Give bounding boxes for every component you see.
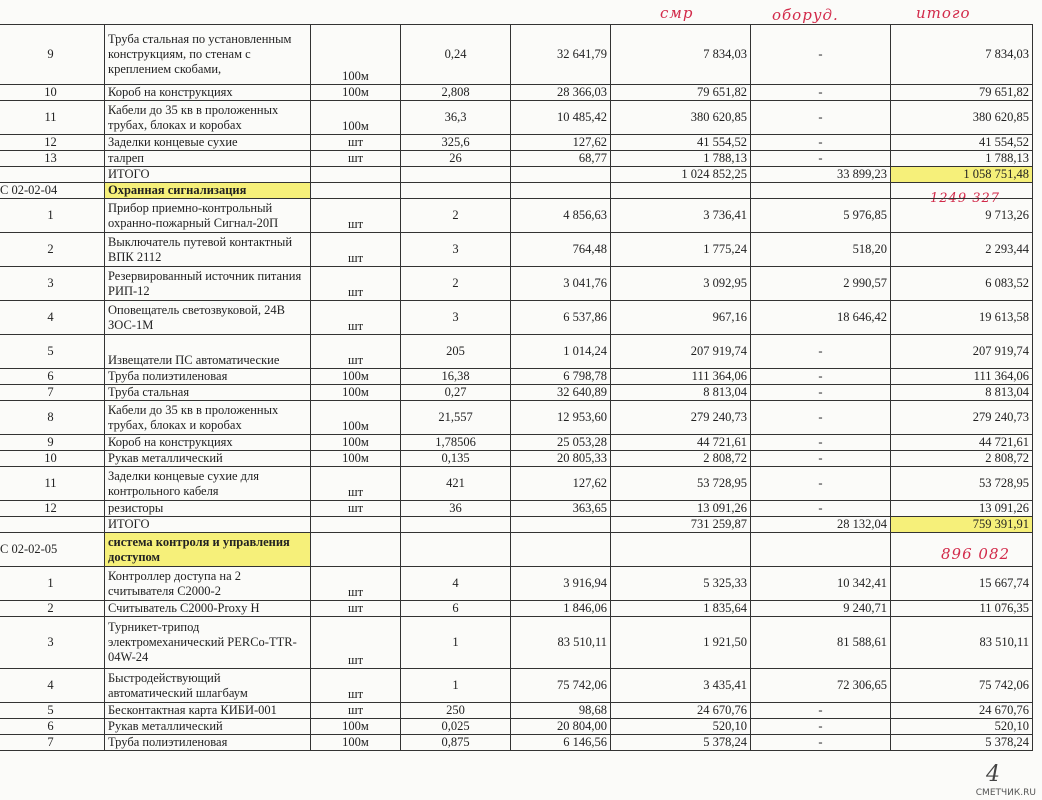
row-number: 9 — [0, 25, 105, 85]
item-name: Выключатель путевой контактный ВПК 2112 — [105, 233, 311, 267]
equipment-cell: 28 132,04 — [751, 517, 891, 533]
table-row — [0, 735, 1033, 751]
unit-cell: шт — [311, 617, 401, 669]
total-cell: 380 620,85 — [891, 101, 1033, 135]
unit-price-cell: 127,62 — [511, 135, 611, 151]
smr-cell: 1 788,13 — [611, 151, 751, 167]
item-name: Бесконтактная карта КИБИ-001 — [105, 703, 311, 719]
quantity-cell: 6 — [401, 601, 511, 617]
table-row — [0, 335, 1033, 369]
quantity-cell: 250 — [401, 703, 511, 719]
unit-cell: шт — [311, 267, 401, 301]
unit-price-cell: 3 041,76 — [511, 267, 611, 301]
unit-cell: 100м — [311, 719, 401, 735]
unit-price-cell: 12 953,60 — [511, 401, 611, 435]
quantity-cell: 3 — [401, 233, 511, 267]
quantity-cell: 1 — [401, 617, 511, 669]
total-cell: 111 364,06 — [891, 369, 1033, 385]
quantity-cell: 26 — [401, 151, 511, 167]
total-cell: 41 554,52 — [891, 135, 1033, 151]
equipment-cell — [751, 533, 891, 567]
unit-price-cell: 32 640,89 — [511, 385, 611, 401]
quantity-cell — [401, 167, 511, 183]
smr-cell: 1 921,50 — [611, 617, 751, 669]
total-cell: 44 721,61 — [891, 435, 1033, 451]
item-name: Труба стальная — [105, 385, 311, 401]
item-name: Резервированный источник питания РИП-12 — [105, 267, 311, 301]
unit-price-cell: 6 798,78 — [511, 369, 611, 385]
table-row — [0, 151, 1033, 167]
total-cell: 53 728,95 — [891, 467, 1033, 501]
smr-cell: 279 240,73 — [611, 401, 751, 435]
equipment-cell: 518,20 — [751, 233, 891, 267]
smr-cell — [611, 183, 751, 199]
smr-cell: 1 024 852,25 — [611, 167, 751, 183]
unit-price-cell: 1 014,24 — [511, 335, 611, 369]
item-name: Контроллер доступа на 2 считывателя С2000-2 — [105, 567, 311, 601]
table-row — [0, 101, 1033, 135]
equipment-cell: - — [751, 401, 891, 435]
smr-cell: 520,10 — [611, 719, 751, 735]
unit-cell — [311, 517, 401, 533]
table-row — [0, 25, 1033, 85]
equipment-cell: 81 588,61 — [751, 617, 891, 669]
smr-cell: 53 728,95 — [611, 467, 751, 501]
equipment-cell: - — [751, 369, 891, 385]
row-number: 12 — [0, 135, 105, 151]
quantity-cell: 0,135 — [401, 451, 511, 467]
smr-cell: 7 834,03 — [611, 25, 751, 85]
unit-price-cell: 6 537,86 — [511, 301, 611, 335]
item-name: Рукав металлический — [105, 451, 311, 467]
table-row — [0, 301, 1033, 335]
unit-price-cell: 127,62 — [511, 467, 611, 501]
total-cell: 207 919,74 — [891, 335, 1033, 369]
handwritten-note-security: 1249 327 — [930, 191, 1001, 206]
row-number: 5 — [0, 335, 105, 369]
quantity-cell: 2 — [401, 199, 511, 233]
row-number: 13 — [0, 151, 105, 167]
table-row — [0, 467, 1033, 501]
quantity-cell: 205 — [401, 335, 511, 369]
item-name: Извещатели ПС автоматические — [105, 335, 311, 369]
row-number: 8 — [0, 401, 105, 435]
row-number: 7 — [0, 385, 105, 401]
smr-cell: 207 919,74 — [611, 335, 751, 369]
unit-cell: шт — [311, 233, 401, 267]
row-number: 4 — [0, 669, 105, 703]
item-name: Короб на конструкциях — [105, 435, 311, 451]
smr-cell: 8 813,04 — [611, 385, 751, 401]
item-name: Короб на конструкциях — [105, 85, 311, 101]
item-name: ИТОГО — [105, 167, 311, 183]
unit-price-cell — [511, 183, 611, 199]
equipment-cell: - — [751, 451, 891, 467]
total-cell: 19 613,58 — [891, 301, 1033, 335]
quantity-cell: 16,38 — [401, 369, 511, 385]
total-cell: 24 670,76 — [891, 703, 1033, 719]
equipment-cell — [751, 183, 891, 199]
page-number: 4 — [986, 762, 1000, 787]
equipment-cell: - — [751, 25, 891, 85]
equipment-cell: 9 240,71 — [751, 601, 891, 617]
quantity-cell: 0,27 — [401, 385, 511, 401]
table-row — [0, 601, 1033, 617]
total-cell: 79 651,82 — [891, 85, 1033, 101]
item-name: ИТОГО — [105, 517, 311, 533]
item-name: резисторы — [105, 501, 311, 517]
total-cell: 6 083,52 — [891, 267, 1033, 301]
item-name: Турникет-трипод электромеханический PERCo-TTR-04W-24 — [105, 617, 311, 669]
equipment-cell: - — [751, 135, 891, 151]
equipment-cell: - — [751, 101, 891, 135]
smr-cell: 3 736,41 — [611, 199, 751, 233]
total-cell: 75 742,06 — [891, 669, 1033, 703]
smr-cell — [611, 533, 751, 567]
unit-cell: шт — [311, 199, 401, 233]
smr-cell: 24 670,76 — [611, 703, 751, 719]
unit-price-cell: 6 146,56 — [511, 735, 611, 751]
unit-price-cell: 20 804,00 — [511, 719, 611, 735]
quantity-cell: 36 — [401, 501, 511, 517]
row-number: 2 — [0, 601, 105, 617]
smr-cell: 380 620,85 — [611, 101, 751, 135]
table-row — [0, 385, 1033, 401]
unit-cell — [311, 183, 401, 199]
table-row — [0, 719, 1033, 735]
total-cell: 7 834,03 — [891, 25, 1033, 85]
unit-cell: 100м — [311, 435, 401, 451]
unit-cell: 100м — [311, 401, 401, 435]
unit-cell: 100м — [311, 385, 401, 401]
quantity-cell: 4 — [401, 567, 511, 601]
smr-cell: 1 835,64 — [611, 601, 751, 617]
smr-cell: 3 092,95 — [611, 267, 751, 301]
item-name: Кабели до 35 кв в проложенных трубах, блоках и коробах — [105, 401, 311, 435]
equipment-cell: - — [751, 467, 891, 501]
row-number: 4 — [0, 301, 105, 335]
item-name: Оповещатель светозвуковой, 24В ЗОС-1М — [105, 301, 311, 335]
unit-cell: шт — [311, 703, 401, 719]
equipment-cell: - — [751, 501, 891, 517]
equipment-cell: 2 990,57 — [751, 267, 891, 301]
section-row — [0, 183, 1033, 199]
total-cell: 13 091,26 — [891, 501, 1033, 517]
item-name: Кабели до 35 кв в проложенных трубах, блоках и коробах — [105, 101, 311, 135]
table-row — [0, 567, 1033, 601]
table-row — [0, 267, 1033, 301]
table-row — [0, 401, 1033, 435]
unit-cell — [311, 533, 401, 567]
unit-cell: шт — [311, 151, 401, 167]
total-cell: 11 076,35 — [891, 601, 1033, 617]
row-number: С 02-02-05 — [0, 533, 105, 567]
equipment-cell: - — [751, 151, 891, 167]
item-name: Прибор приемно-контрольный охранно-пожарный Сигнал-20П — [105, 199, 311, 233]
table-row — [0, 617, 1033, 669]
equipment-cell: 10 342,41 — [751, 567, 891, 601]
unit-price-cell — [511, 533, 611, 567]
quantity-cell: 21,557 — [401, 401, 511, 435]
item-name: Труба полиэтиленовая — [105, 735, 311, 751]
watermark-text: СМЕТЧИК.RU — [975, 788, 1036, 798]
table-row — [0, 369, 1033, 385]
unit-price-cell: 3 916,94 — [511, 567, 611, 601]
unit-cell: шт — [311, 567, 401, 601]
row-number: 3 — [0, 617, 105, 669]
unit-cell: 100м — [311, 451, 401, 467]
smr-cell: 111 364,06 — [611, 369, 751, 385]
smr-cell: 731 259,87 — [611, 517, 751, 533]
row-number: 11 — [0, 467, 105, 501]
equipment-cell: 18 646,42 — [751, 301, 891, 335]
unit-cell: шт — [311, 501, 401, 517]
quantity-cell: 0,24 — [401, 25, 511, 85]
unit-cell: 100м — [311, 735, 401, 751]
row-number: 6 — [0, 719, 105, 735]
quantity-cell: 3 — [401, 301, 511, 335]
total-cell: 5 378,24 — [891, 735, 1033, 751]
item-name: талреп — [105, 151, 311, 167]
quantity-cell: 0,875 — [401, 735, 511, 751]
row-number: 2 — [0, 233, 105, 267]
total-cell: 759 391,91 — [891, 517, 1033, 533]
table-row — [0, 451, 1033, 467]
row-number: 5 — [0, 703, 105, 719]
quantity-cell: 0,025 — [401, 719, 511, 735]
equipment-cell: - — [751, 719, 891, 735]
item-name: Заделки концевые сухие — [105, 135, 311, 151]
total-cell: 2 808,72 — [891, 451, 1033, 467]
table-row — [0, 85, 1033, 101]
table-row — [0, 703, 1033, 719]
section-row — [0, 533, 1033, 567]
total-cell: 520,10 — [891, 719, 1033, 735]
total-cell: 8 813,04 — [891, 385, 1033, 401]
unit-price-cell: 98,68 — [511, 703, 611, 719]
row-number: 1 — [0, 199, 105, 233]
row-number: 10 — [0, 451, 105, 467]
estimate-rows — [0, 25, 1033, 751]
handwritten-total-header: итого — [916, 4, 971, 22]
row-number: 6 — [0, 369, 105, 385]
quantity-cell: 2 — [401, 267, 511, 301]
equipment-cell: 33 899,23 — [751, 167, 891, 183]
unit-price-cell: 25 053,28 — [511, 435, 611, 451]
quantity-cell: 2,808 — [401, 85, 511, 101]
row-number: 11 — [0, 101, 105, 135]
unit-cell: шт — [311, 301, 401, 335]
unit-cell: 100м — [311, 101, 401, 135]
handwritten-equipment-header: оборуд. — [772, 6, 839, 24]
smr-cell: 967,16 — [611, 301, 751, 335]
equipment-cell: - — [751, 435, 891, 451]
unit-price-cell: 32 641,79 — [511, 25, 611, 85]
table-row — [0, 199, 1033, 233]
unit-cell: 100м — [311, 25, 401, 85]
row-number — [0, 167, 105, 183]
unit-price-cell: 75 742,06 — [511, 669, 611, 703]
table-row — [0, 435, 1033, 451]
equipment-cell: - — [751, 703, 891, 719]
smr-cell: 5 325,33 — [611, 567, 751, 601]
smr-cell: 1 775,24 — [611, 233, 751, 267]
total-cell: 9 713,26 — [891, 199, 1033, 233]
unit-price-cell: 83 510,11 — [511, 617, 611, 669]
equipment-cell: 5 976,85 — [751, 199, 891, 233]
smr-cell: 5 378,24 — [611, 735, 751, 751]
unit-price-cell: 20 805,33 — [511, 451, 611, 467]
smr-cell: 2 808,72 — [611, 451, 751, 467]
unit-price-cell — [511, 517, 611, 533]
unit-cell: шт — [311, 669, 401, 703]
unit-price-cell: 68,77 — [511, 151, 611, 167]
handwritten-note-access: 896 082 — [941, 545, 1011, 563]
item-name: Труба полиэтиленовая — [105, 369, 311, 385]
row-number: 3 — [0, 267, 105, 301]
item-name: Труба стальная по установленным конструкциям, по стенам с креплением скобами, — [105, 25, 311, 85]
equipment-cell: - — [751, 85, 891, 101]
table-row — [0, 669, 1033, 703]
item-name: система контроля и управления доступом — [105, 533, 311, 567]
quantity-cell: 325,6 — [401, 135, 511, 151]
quantity-cell: 1,78506 — [401, 435, 511, 451]
unit-cell — [311, 167, 401, 183]
total-cell: 279 240,73 — [891, 401, 1033, 435]
estimate-table — [0, 24, 1033, 751]
smr-cell: 13 091,26 — [611, 501, 751, 517]
equipment-cell: - — [751, 385, 891, 401]
total-row — [0, 517, 1033, 533]
total-cell: 83 510,11 — [891, 617, 1033, 669]
smr-cell: 44 721,61 — [611, 435, 751, 451]
table-row — [0, 233, 1033, 267]
row-number: 1 — [0, 567, 105, 601]
item-name: Охранная сигнализация — [105, 183, 311, 199]
item-name: Быстродействующий автоматический шлагбаум — [105, 669, 311, 703]
equipment-cell: 72 306,65 — [751, 669, 891, 703]
table-row — [0, 501, 1033, 517]
unit-price-cell: 363,65 — [511, 501, 611, 517]
total-cell: 15 667,74 — [891, 567, 1033, 601]
unit-price-cell: 4 856,63 — [511, 199, 611, 233]
quantity-cell — [401, 533, 511, 567]
smr-cell: 79 651,82 — [611, 85, 751, 101]
quantity-cell: 421 — [401, 467, 511, 501]
row-number — [0, 517, 105, 533]
unit-cell: шт — [311, 135, 401, 151]
quantity-cell: 1 — [401, 669, 511, 703]
total-cell: 1 058 751,48 — [891, 167, 1033, 183]
quantity-cell: 36,3 — [401, 101, 511, 135]
table-row — [0, 135, 1033, 151]
row-number: 7 — [0, 735, 105, 751]
equipment-cell: - — [751, 335, 891, 369]
item-name: Считыватель С2000-Proxy Н — [105, 601, 311, 617]
smr-cell: 3 435,41 — [611, 669, 751, 703]
unit-cell: 100м — [311, 85, 401, 101]
total-cell — [891, 533, 1033, 567]
total-cell: 1 788,13 — [891, 151, 1033, 167]
row-number: С 02-02-04 — [0, 183, 105, 199]
handwritten-smr-header: смр — [660, 4, 694, 22]
row-number: 10 — [0, 85, 105, 101]
item-name: Рукав металлический — [105, 719, 311, 735]
quantity-cell — [401, 517, 511, 533]
row-number: 12 — [0, 501, 105, 517]
smr-cell: 41 554,52 — [611, 135, 751, 151]
unit-price-cell — [511, 167, 611, 183]
unit-cell: шт — [311, 335, 401, 369]
unit-price-cell: 28 366,03 — [511, 85, 611, 101]
total-cell — [891, 183, 1033, 199]
quantity-cell — [401, 183, 511, 199]
equipment-cell: - — [751, 735, 891, 751]
row-number: 9 — [0, 435, 105, 451]
total-cell: 2 293,44 — [891, 233, 1033, 267]
unit-cell: шт — [311, 601, 401, 617]
total-row — [0, 167, 1033, 183]
unit-cell: шт — [311, 467, 401, 501]
unit-cell: 100м — [311, 369, 401, 385]
unit-price-cell: 764,48 — [511, 233, 611, 267]
unit-price-cell: 10 485,42 — [511, 101, 611, 135]
item-name: Заделки концевые сухие для контрольного кабеля — [105, 467, 311, 501]
unit-price-cell: 1 846,06 — [511, 601, 611, 617]
